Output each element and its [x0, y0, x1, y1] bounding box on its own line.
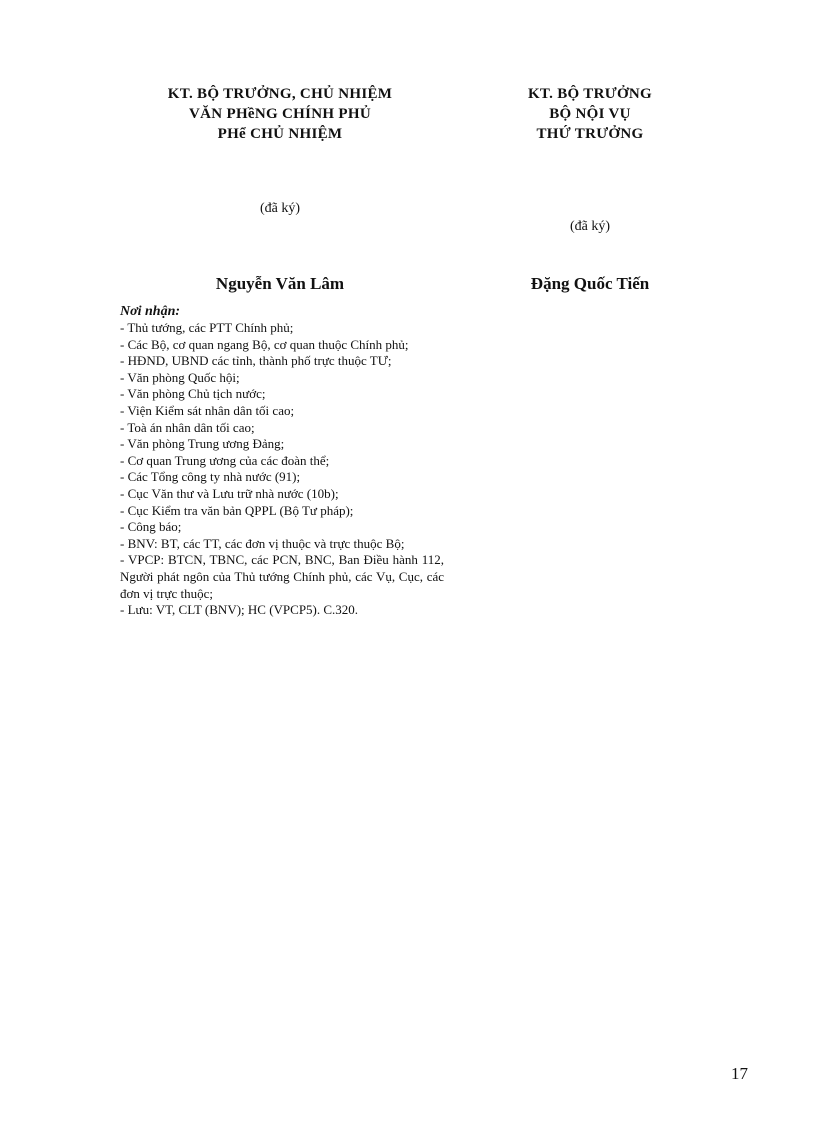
recipient-item: - Cơ quan Trung ương của các đoàn thể; [120, 452, 330, 468]
recipient-item: - Các Tổng công ty nhà nước (91); [120, 469, 301, 485]
left-signed-note: (đã ký) [259, 201, 301, 216]
left-signature-title [120, 84, 440, 144]
recipient-item: - HĐND, UBND các tỉnh, thành phố trực thuộc TƯ; [120, 353, 392, 369]
page-number: 17 [731, 1064, 748, 1083]
recipient-item: - Cục Văn thư và Lưu trữ nhà nước (10b); [120, 485, 339, 501]
recipient-item: - Toà án nhân dân tối cao; [120, 419, 255, 435]
right-title-line-1: KT. BỘ TRƯỞNG [527, 86, 653, 102]
recipient-item: - Viện Kiểm sát nhân dân tối cao; [120, 402, 295, 418]
recipient-item: - Cục Kiểm tra văn bản QPPL (Bộ Tư pháp); [120, 502, 354, 518]
right-signer-name: Đặng Quốc Tiến [530, 274, 650, 293]
left-title-line-2: VĂN PHềNG CHÍNH PHỦ [189, 106, 371, 122]
recipient-item: - Văn phòng Trung ương Đảng; [120, 436, 285, 452]
left-title-line-3: PHể CHỦ NHIỆM [217, 126, 343, 142]
recipient-item: - BNV: BT, các TT, các đơn vị thuộc và trực thuộc Bộ; [120, 535, 405, 551]
recipient-item: - VPCP: BTCN, TBNC, các PCN, BNC, Ban Điều hành 112, Người phát ngôn của Thủ tướng Chính phủ, các Vụ, Cục, các đơn vị trực thuộc; [120, 552, 444, 601]
recipient-item: - Thủ tướng, các PTT Chính phủ; [120, 320, 294, 335]
recipients-heading: Nơi nhận: [120, 304, 181, 319]
left-title-line-1: KT. BỘ TRƯỞNG, CHỦ NHIỆM [167, 86, 393, 102]
recipient-item: - Các Bộ, cơ quan ngang Bộ, cơ quan thuộc Chính phủ; [120, 336, 409, 352]
recipient-item: - Lưu: VT, CLT (BNV); HC (VPCP5). C.320. [120, 602, 359, 618]
right-signed-note: (đã ký) [569, 219, 611, 234]
right-title-line-3: THỨ TRƯỞNG [536, 126, 644, 142]
recipient-item: - Văn phòng Quốc hội; [120, 369, 240, 385]
recipient-item: - Công báo; [120, 519, 182, 535]
recipients-list [120, 303, 444, 619]
right-title-line-2: BỘ NỘI VỤ [549, 106, 631, 122]
right-signature-title [460, 84, 720, 144]
recipient-item: - Văn phòng Chủ tịch nước; [120, 386, 266, 402]
left-signer-name: Nguyễn Văn Lâm [215, 274, 345, 293]
